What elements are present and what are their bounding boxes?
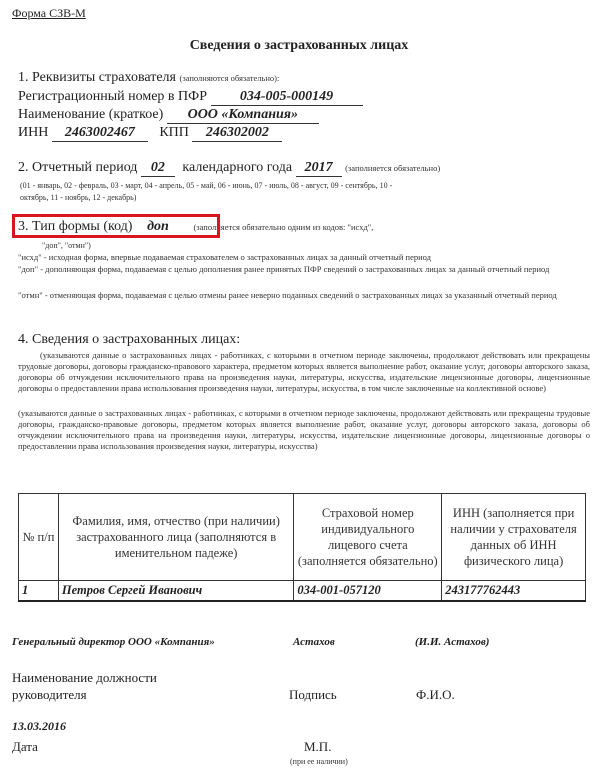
section4-paragraph-2: (указываются данные о застрахованных лицах - работниках, с которыми в отчетном периоде заключены, продолжают действовать или прекращены трудовые договоры, гражданско-правовые договоры, предметом которых является выполнение работ, оказание услуг, договоры авторского заказа, договоры об отчуждении исключительного права на произведения науки, литературы, искусства, издательские лицензионные договоры, лицензионные договоры о предоставлении права использования произведения науки, литературы, искусства) <box>18 408 590 451</box>
section4-paragraph-1: (указываются данные о застрахованных лицах - работниках, с которыми в отчетном периоде заключены, продолжают действовать или прекращены трудовые договоры, договоры гражданско-правового характера, предметом которых является выполнение работ, оказание услуг, договоры авторского заказа, договоры об отчуждении исключительного права на произведения науки, литературы, искусства, издательские лицензионные договоры, лицензионные договоры о предоставлении права использования произведения науки, литературы, искусства, в том числе заключенные на коллективной основе) <box>18 350 590 393</box>
fio-label: Ф.И.О. <box>416 687 455 702</box>
months-line-2: октябрь, 11 - ноябрь, 12 - декабрь) <box>20 193 137 202</box>
months-line-1: (01 - январь, 02 - февраль, 03 - март, 04 - апрель, 05 - май, 06 - июнь, 07 - июль, 08 - август, 09 - сентябрь, 10 - <box>20 181 393 190</box>
kpp-label: КПП <box>159 125 189 140</box>
code-desc-otmn: "отмн" - отменяющая форма, подаваемая с целью отмены ранее неверно поданных сведений о застрахованных лицах за указанный отчетный период <box>18 290 557 300</box>
short-name-label: Наименование (краткое) <box>18 107 164 122</box>
section2-heading: 2. Отчетный период <box>18 160 138 175</box>
table-header-row <box>19 494 586 581</box>
reg-number-value: 034-005-000149 <box>211 89 363 106</box>
header-full-name: Фамилия, имя, отчество (при наличии) застрахованного лица (заполняются в именительном падеже) <box>58 494 293 581</box>
signature-value: Астахов <box>293 636 335 648</box>
inn-kpp-row <box>18 125 282 142</box>
section3-note: (заполняется обязательно одним из кодов: "исхд", <box>193 222 374 232</box>
cell-number: 1 <box>19 581 59 602</box>
table-row <box>19 581 586 602</box>
stamp-note: (при ее наличии) <box>290 757 348 766</box>
reg-number-row <box>18 89 363 106</box>
cell-snils: 034-001-057120 <box>294 581 442 602</box>
form-type-highlight <box>12 214 220 238</box>
position-label-2: руководителя <box>12 687 87 702</box>
stamp-label: М.П. <box>304 739 332 754</box>
cell-inn: 243177762443 <box>442 581 586 602</box>
section1-heading: 1. Реквизиты страхователя <box>18 70 176 85</box>
code-desc-dop: "доп" - дополняющая форма, подаваемая с целью дополнения ранее принятых ПФР сведений о застрахованных лицах за данный отчетный период <box>18 264 550 274</box>
header-snils: Страховой номер индивидуального лицевого счета (заполняется обязательно) <box>294 494 442 581</box>
inn-label: ИНН <box>18 125 49 140</box>
section4-heading: 4. Сведения о застрахованных лицах: <box>18 332 241 347</box>
section2-note: (заполняется обязательно) <box>345 163 441 173</box>
date-label: Дата <box>12 739 38 754</box>
section3-note-2: "доп", "отмн") <box>42 241 91 250</box>
fio-value: (И.И. Астахов) <box>415 636 490 648</box>
kpp-value: 246302002 <box>192 125 282 142</box>
position-value: Генеральный директор ООО «Компания» <box>12 636 215 648</box>
year-value: 2017 <box>296 160 342 177</box>
document-title: Сведения о застрахованных лицах <box>189 38 409 53</box>
section1-note: (заполняются обязательно): <box>179 73 280 83</box>
position-label-1: Наименование должности <box>12 670 157 685</box>
signature-label: Подпись <box>289 687 337 702</box>
insured-persons-table <box>18 493 586 602</box>
section2 <box>18 160 440 177</box>
section1 <box>18 70 279 86</box>
form-name: Форма СЗВ-М <box>12 6 86 20</box>
date-value: 13.03.2016 <box>12 719 66 733</box>
reg-number-label: Регистрационный номер в ПФР <box>18 89 207 104</box>
code-desc-ishd: "исхд" - исходная форма, впервые подаваемая страхователем о застрахованных лицах за данный отчетный период <box>18 252 432 262</box>
period-value: 02 <box>141 160 175 177</box>
section3-heading: 3. Тип формы (код) <box>18 219 133 234</box>
short-name-row <box>18 107 319 124</box>
inn-value: 2463002467 <box>52 125 148 142</box>
form-code-value: доп <box>136 219 180 236</box>
cell-full-name: Петров Сергей Иванович <box>58 581 293 602</box>
header-inn: ИНН (заполняется при наличии у страхователя данных об ИНН физического лица) <box>442 494 586 581</box>
header-number: № п/п <box>19 494 59 581</box>
year-label: календарного года <box>182 160 293 175</box>
short-name-value: ООО «Компания» <box>167 107 319 124</box>
